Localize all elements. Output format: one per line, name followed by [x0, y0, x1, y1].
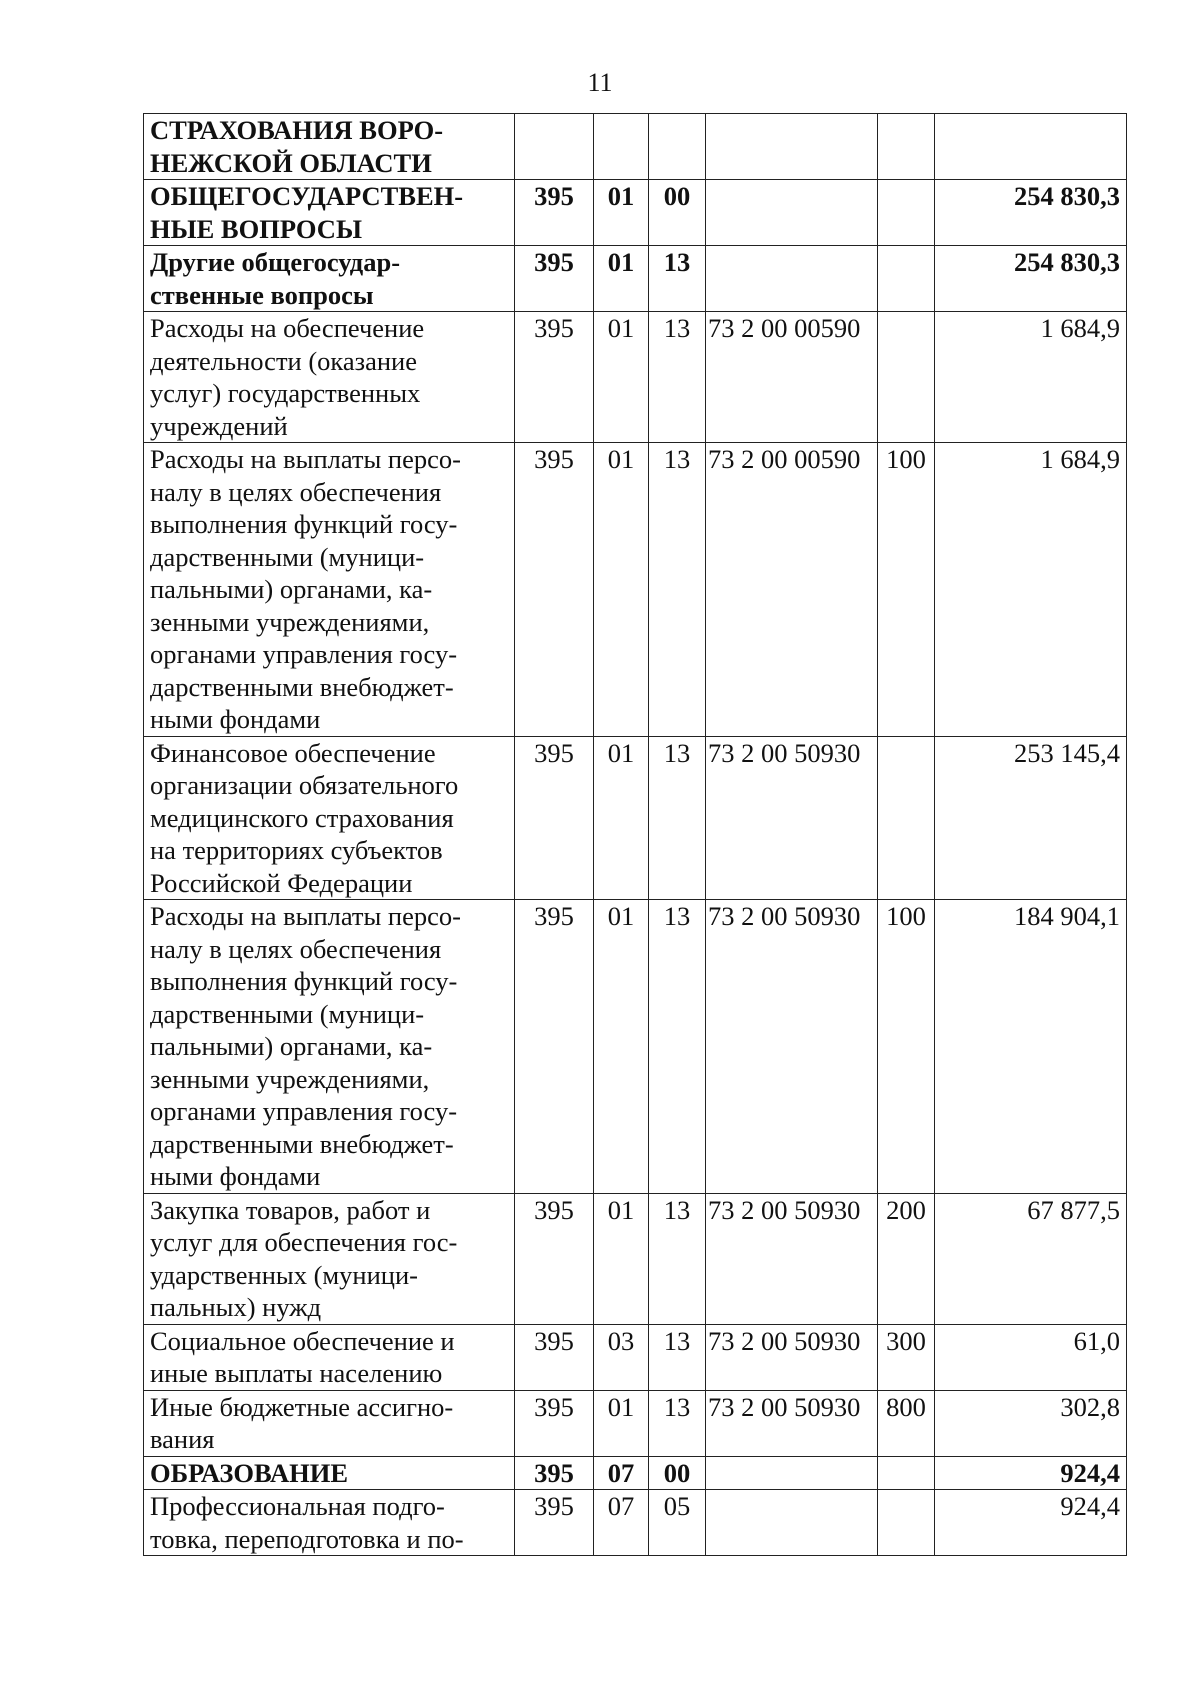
cell-grbs-code: 395 — [515, 443, 594, 737]
table-row — [144, 1456, 1127, 1490]
cell-subsection-code: 00 — [649, 1456, 706, 1490]
cell-subsection-code: 13 — [649, 246, 706, 312]
cell-target-article: 73 2 00 00590 — [706, 443, 878, 737]
cell-grbs-code: 395 — [515, 1456, 594, 1490]
cell-section-code: 01 — [594, 1193, 649, 1324]
cell-amount: 254 830,3 — [935, 180, 1127, 246]
cell-section-code: 01 — [594, 736, 649, 900]
cell-amount: 1 684,9 — [935, 312, 1127, 443]
cell-expense-name: Финансовое обеспечение организации обязательного медицинского страхования на территориях субъектов Российской Федерации — [144, 736, 515, 900]
cell-target-article: 73 2 00 50930 — [706, 1193, 878, 1324]
cell-expense-type: 100 — [878, 443, 935, 737]
cell-amount: 1 684,9 — [935, 443, 1127, 737]
cell-grbs-code: 395 — [515, 1490, 594, 1556]
cell-expense-type: 200 — [878, 1193, 935, 1324]
table-row — [144, 246, 1127, 312]
table-row — [144, 180, 1127, 246]
table-row — [144, 736, 1127, 900]
cell-subsection-code: 13 — [649, 312, 706, 443]
cell-target-article — [706, 114, 878, 180]
cell-expense-type — [878, 312, 935, 443]
table-row — [144, 1193, 1127, 1324]
cell-expense-type: 800 — [878, 1390, 935, 1456]
table-row — [144, 114, 1127, 180]
cell-amount: 184 904,1 — [935, 900, 1127, 1194]
table-row — [144, 443, 1127, 737]
cell-section-code: 07 — [594, 1456, 649, 1490]
cell-expense-type: 100 — [878, 900, 935, 1194]
cell-amount: 61,0 — [935, 1324, 1127, 1390]
cell-expense-name: Расходы на обеспечение деятельности (оказание услуг) государственных учреждений — [144, 312, 515, 443]
cell-target-article — [706, 1490, 878, 1556]
cell-grbs-code — [515, 114, 594, 180]
table-row — [144, 312, 1127, 443]
table-row — [144, 1490, 1127, 1556]
cell-grbs-code: 395 — [515, 1324, 594, 1390]
table-row — [144, 900, 1127, 1194]
cell-grbs-code: 395 — [515, 900, 594, 1194]
cell-subsection-code: 13 — [649, 1390, 706, 1456]
cell-grbs-code: 395 — [515, 736, 594, 900]
cell-expense-name: Закупка товаров, работ и услуг для обеспечения гос- ударственных (муници- пальных) нужд — [144, 1193, 515, 1324]
cell-section-code: 01 — [594, 900, 649, 1194]
table-row — [144, 1390, 1127, 1456]
cell-expense-name: Профессиональная подго- товка, переподготовка и по- — [144, 1490, 515, 1556]
cell-grbs-code: 395 — [515, 1390, 594, 1456]
cell-expense-name: Иные бюджетные ассигно- вания — [144, 1390, 515, 1456]
cell-target-article: 73 2 00 50930 — [706, 900, 878, 1194]
cell-section-code: 01 — [594, 312, 649, 443]
cell-amount: 254 830,3 — [935, 246, 1127, 312]
cell-grbs-code: 395 — [515, 246, 594, 312]
cell-expense-name: СТРАХОВАНИЯ ВОРО- НЕЖСКОЙ ОБЛАСТИ — [144, 114, 515, 180]
cell-subsection-code: 13 — [649, 443, 706, 737]
cell-expense-type — [878, 246, 935, 312]
cell-target-article — [706, 246, 878, 312]
cell-expense-type — [878, 114, 935, 180]
cell-section-code: 07 — [594, 1490, 649, 1556]
cell-amount: 67 877,5 — [935, 1193, 1127, 1324]
cell-section-code: 01 — [594, 443, 649, 737]
cell-section-code: 01 — [594, 180, 649, 246]
cell-target-article: 73 2 00 50930 — [706, 736, 878, 900]
budget-table — [143, 113, 1127, 1556]
cell-section-code: 01 — [594, 246, 649, 312]
cell-expense-name: Социальное обеспечение и иные выплаты населению — [144, 1324, 515, 1390]
cell-target-article: 73 2 00 00590 — [706, 312, 878, 443]
cell-target-article — [706, 180, 878, 246]
cell-expense-name: Расходы на выплаты персо- налу в целях обеспечения выполнения функций госу- дарственными (муници- пальными) органами, ка- зенными учреждениями, органами управления госу- дарственными внебюджет- ными фондами — [144, 900, 515, 1194]
cell-expense-type — [878, 736, 935, 900]
cell-amount — [935, 114, 1127, 180]
cell-grbs-code: 395 — [515, 1193, 594, 1324]
cell-expense-type — [878, 180, 935, 246]
cell-target-article: 73 2 00 50930 — [706, 1390, 878, 1456]
cell-subsection-code: 13 — [649, 1193, 706, 1324]
cell-target-article: 73 2 00 50930 — [706, 1324, 878, 1390]
cell-target-article — [706, 1456, 878, 1490]
cell-section-code: 01 — [594, 1390, 649, 1456]
cell-subsection-code: 13 — [649, 900, 706, 1194]
cell-expense-type — [878, 1490, 935, 1556]
cell-amount: 924,4 — [935, 1490, 1127, 1556]
cell-expense-name: ОБЩЕГОСУДАРСТВЕН- НЫЕ ВОПРОСЫ — [144, 180, 515, 246]
cell-amount: 253 145,4 — [935, 736, 1127, 900]
cell-subsection-code: 13 — [649, 1324, 706, 1390]
cell-amount: 924,4 — [935, 1456, 1127, 1490]
cell-subsection-code: 00 — [649, 180, 706, 246]
cell-expense-name: Расходы на выплаты персо- налу в целях обеспечения выполнения функций госу- дарственными (муници- пальными) органами, ка- зенными учреждениями, органами управления госу- дарственными внебюджет- ными фондами — [144, 443, 515, 737]
cell-expense-type — [878, 1456, 935, 1490]
cell-grbs-code: 395 — [515, 180, 594, 246]
cell-expense-type: 300 — [878, 1324, 935, 1390]
cell-section-code: 03 — [594, 1324, 649, 1390]
table-body — [144, 114, 1127, 1556]
cell-section-code — [594, 114, 649, 180]
table-row — [144, 1324, 1127, 1390]
cell-grbs-code: 395 — [515, 312, 594, 443]
cell-subsection-code — [649, 114, 706, 180]
cell-amount: 302,8 — [935, 1390, 1127, 1456]
cell-subsection-code: 05 — [649, 1490, 706, 1556]
page-number: 11 — [587, 68, 613, 97]
cell-expense-name: ОБРАЗОВАНИЕ — [144, 1456, 515, 1490]
cell-expense-name: Другие общегосудар- ственные вопросы — [144, 246, 515, 312]
cell-subsection-code: 13 — [649, 736, 706, 900]
